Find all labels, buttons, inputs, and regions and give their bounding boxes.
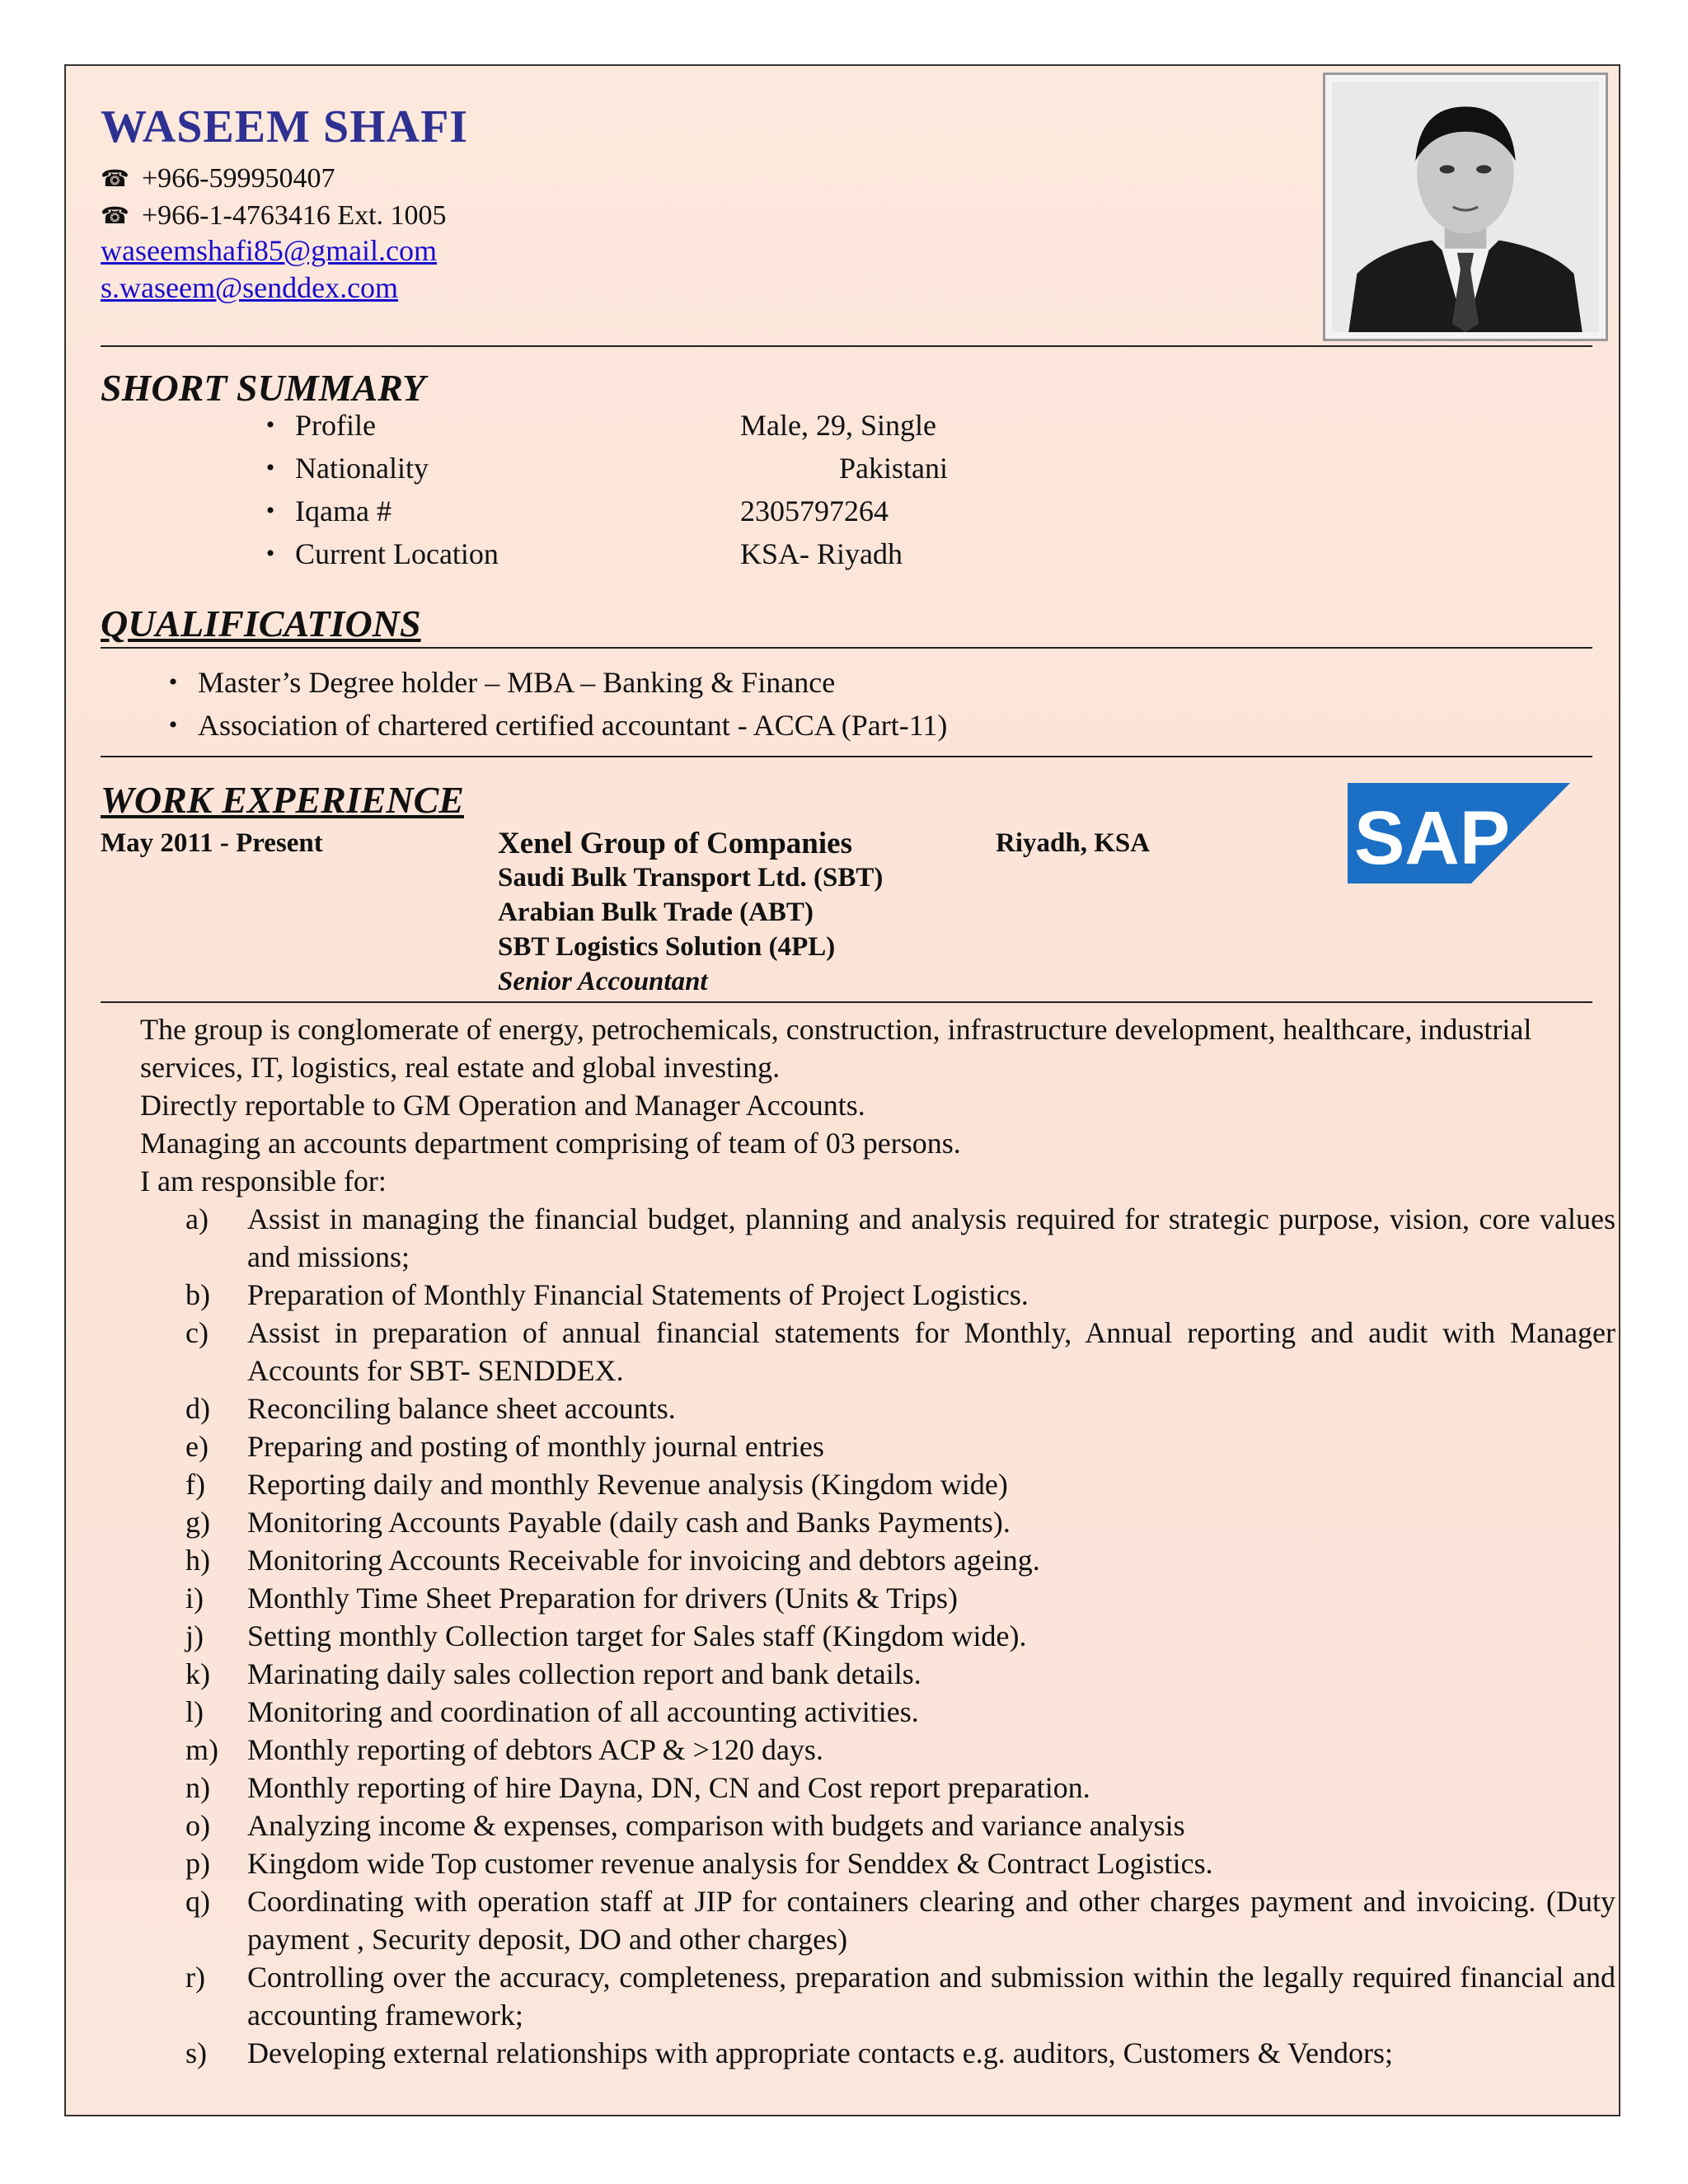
work-location: Riyadh, KSA <box>996 828 1151 858</box>
list-text: Controlling over the accuracy, completeness, preparation and submission within the legally required financial and accounting framework; <box>247 1961 1615 2032</box>
summary-label: Iqama # <box>295 494 392 527</box>
work-period: May 2011 - Present <box>101 828 323 858</box>
list-item <box>185 1844 1615 1882</box>
summary-label: Profile <box>295 409 376 442</box>
list-text: Reconciling balance sheet accounts. <box>247 1392 676 1425</box>
list-text: Assist in managing the financial budget, planning and analysis required for strategic purpose, vision, core values and missions; <box>247 1202 1615 1273</box>
telephone-icon: ☎ <box>101 166 129 192</box>
list-item <box>185 1427 1615 1465</box>
list-item <box>185 1617 1615 1655</box>
phone-mobile-text: +966-599950407 <box>142 163 335 194</box>
list-item <box>185 1769 1615 1807</box>
list-item <box>185 1693 1615 1731</box>
list-text: Monitoring and coordination of all accounting activities. <box>247 1695 919 1728</box>
list-letter: e) <box>185 1430 209 1463</box>
list-item <box>185 1655 1615 1693</box>
work-company: Xenel Group of Companies <box>498 827 852 860</box>
list-letter: s) <box>185 2036 207 2069</box>
list-item <box>185 1276 1615 1314</box>
list-item <box>185 1882 1615 1958</box>
list-item <box>185 1958 1615 2034</box>
divider <box>101 647 1592 649</box>
list-letter: h) <box>185 1544 210 1577</box>
phone-mobile <box>101 163 335 194</box>
summary-label: Nationality <box>295 452 429 485</box>
list-item <box>185 1200 1615 1276</box>
list-letter: i) <box>185 1582 204 1615</box>
list-letter: g) <box>185 1506 210 1539</box>
list-text: Monthly Time Sheet Preparation for drivers (Units & Trips) <box>247 1582 958 1615</box>
work-subsidiary: Arabian Bulk Trade (ABT) <box>498 898 814 927</box>
list-text: Preparing and posting of monthly journal entries <box>247 1430 824 1463</box>
qualifications-heading: QUALIFICATIONS <box>101 602 421 644</box>
list-item <box>185 1807 1615 1844</box>
list-letter: l) <box>185 1695 204 1728</box>
summary-value: KSA- Riyadh <box>740 537 903 570</box>
bullet-icon: • <box>265 497 275 524</box>
summary-label: Current Location <box>295 537 499 570</box>
profile-photo-image <box>1332 82 1599 332</box>
summary-heading: SHORT SUMMARY <box>101 367 426 409</box>
qualification-text: Association of chartered certified accountant - ACCA (Part-11) <box>198 709 948 742</box>
list-item <box>185 1314 1615 1390</box>
email-link-work[interactable]: s.waseem@senddex.com <box>101 271 399 304</box>
intro-line: I am responsible for: <box>140 1165 387 1197</box>
summary-row <box>246 408 936 443</box>
list-item <box>185 1390 1615 1427</box>
bullet-icon: • <box>168 668 178 696</box>
list-text: Assist in preparation of annual financial statements for Monthly, Annual reporting and audit with Manager Accounts for SBT- SENDDEX. <box>247 1316 1615 1387</box>
list-letter: d) <box>185 1392 210 1425</box>
list-letter: n) <box>185 1771 210 1804</box>
sap-logo-text: SAP <box>1354 796 1511 880</box>
list-letter: r) <box>185 1961 205 1994</box>
work-heading: WORK EXPERIENCE <box>101 779 464 821</box>
intro-line: Managing an accounts department comprising of team of 03 persons. <box>140 1127 961 1160</box>
bullet-icon: • <box>265 411 275 438</box>
summary-row <box>246 451 948 485</box>
work-intro <box>140 1010 1611 1200</box>
list-letter: k) <box>185 1657 210 1690</box>
list-letter: c) <box>185 1316 209 1349</box>
list-text: Marinating daily sales collection report and bank details. <box>247 1657 921 1690</box>
list-text: Reporting daily and monthly Revenue analysis (Kingdom wide) <box>247 1468 1008 1501</box>
list-letter: f) <box>185 1468 205 1501</box>
list-text: Coordinating with operation staff at JIP for containers clearing and other charges payment and invoicing. (Duty payment , Security deposit, DO and other charges) <box>247 1885 1615 1956</box>
list-item <box>185 1579 1615 1617</box>
divider <box>101 756 1592 757</box>
list-letter: o) <box>185 1809 210 1842</box>
bullet-icon: • <box>168 711 178 738</box>
summary-row <box>246 537 903 571</box>
list-letter: q) <box>185 1885 210 1918</box>
list-text: Analyzing income & expenses, comparison with budgets and variance analysis <box>247 1809 1185 1842</box>
summary-value: Pakistani <box>839 452 948 485</box>
divider <box>101 1001 1592 1003</box>
list-letter: b) <box>185 1278 210 1311</box>
summary-value: 2305797264 <box>740 494 889 527</box>
phone-office <box>101 200 447 232</box>
work-role: Senior Accountant <box>498 967 708 996</box>
resume-page <box>64 64 1620 2116</box>
candidate-name: WASEEM SHAFI <box>101 101 469 152</box>
list-text: Monthly reporting of hire Dayna, DN, CN and Cost report preparation. <box>247 1771 1090 1804</box>
bullet-icon: • <box>265 454 275 481</box>
summary-row <box>246 494 889 528</box>
qualification-text: Master’s Degree holder – MBA – Banking & Finance <box>198 666 836 699</box>
list-text: Monitoring Accounts Receivable for invoicing and debtors ageing. <box>247 1544 1040 1577</box>
list-text: Preparation of Monthly Financial Statements of Project Logistics. <box>247 1278 1029 1311</box>
qualification-item <box>148 708 947 743</box>
intro-line: Directly reportable to GM Operation and Manager Accounts. <box>140 1089 865 1122</box>
list-text: Monitoring Accounts Payable (daily cash and Banks Payments). <box>247 1506 1010 1539</box>
list-text: Developing external relationships with appropriate contacts e.g. auditors, Customers & Vendors; <box>247 2036 1394 2069</box>
list-text: Monthly reporting of debtors ACP & >120 days. <box>247 1733 823 1766</box>
list-item <box>185 1465 1615 1503</box>
phone-office-text: +966-1-4763416 Ext. 1005 <box>142 200 447 231</box>
list-letter: p) <box>185 1847 210 1880</box>
list-text: Setting monthly Collection target for Sales staff (Kingdom wide). <box>247 1619 1027 1652</box>
list-item <box>185 1541 1615 1579</box>
list-item <box>185 1503 1615 1541</box>
duties-list <box>185 1200 1615 2072</box>
list-item <box>185 2034 1615 2072</box>
intro-line: The group is conglomerate of energy, petrochemicals, construction, infrastructure development, healthcare, industrial services, IT, logistics, real estate and global investing. <box>140 1013 1532 1084</box>
summary-value: Male, 29, Single <box>740 409 936 442</box>
profile-photo <box>1323 73 1608 341</box>
list-letter: m) <box>185 1733 218 1766</box>
sap-logo <box>1348 783 1570 883</box>
list-letter: j) <box>185 1619 204 1652</box>
work-subsidiary: Saudi Bulk Transport Ltd. (SBT) <box>498 863 884 893</box>
qualification-item <box>148 665 835 700</box>
divider <box>101 345 1592 347</box>
list-text: Kingdom wide Top customer revenue analysis for Senddex & Contract Logistics. <box>247 1847 1213 1880</box>
bullet-icon: • <box>265 540 275 567</box>
work-subsidiary: SBT Logistics Solution (4PL) <box>498 932 836 962</box>
telephone-icon: ☎ <box>101 204 129 229</box>
email-link-personal[interactable]: waseemshafi85@gmail.com <box>101 234 438 267</box>
list-letter: a) <box>185 1202 209 1235</box>
list-item <box>185 1731 1615 1769</box>
